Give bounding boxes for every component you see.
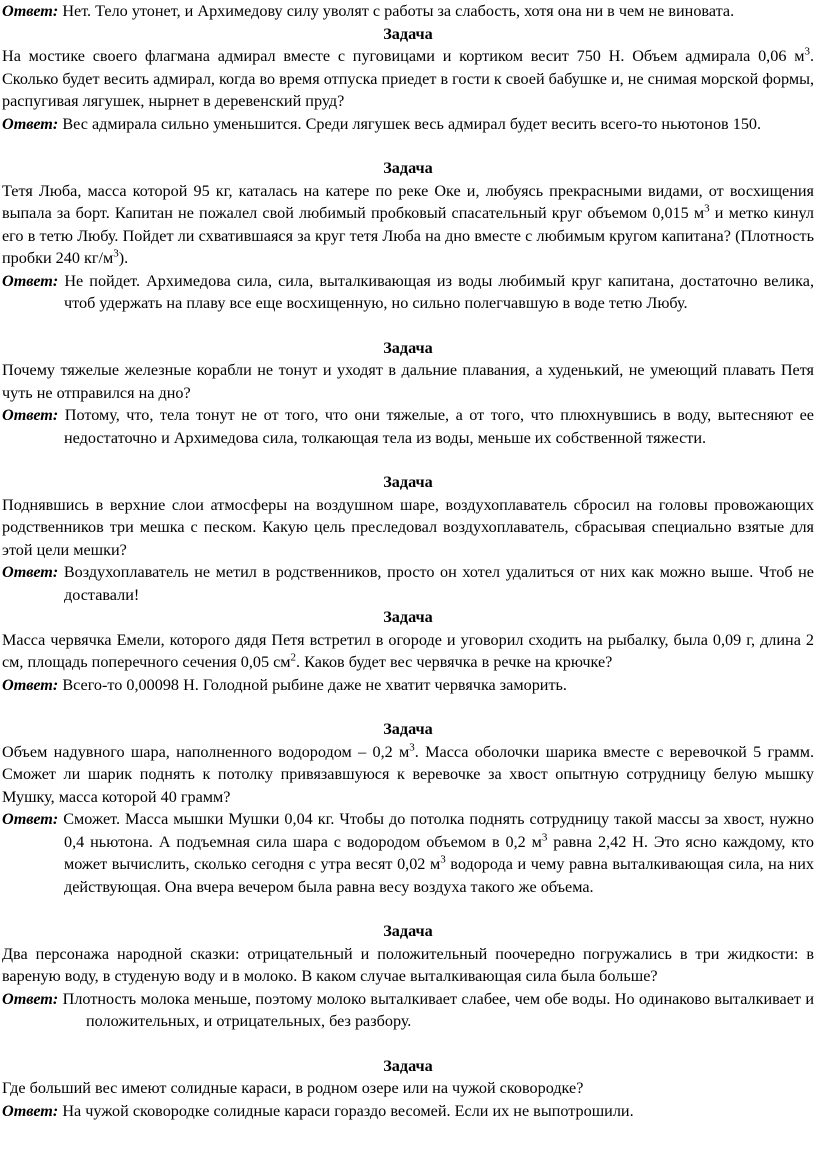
task-question: Тетя Люба, масса которой 95 кг, каталась на катере по реке Оке и, любуясь прекрасными видами, от восхищения выпала за борт. Капитан не пожалел свой любимый пробковый спасательный круг объемом 0,015 $м^3$ и метко кинул его в тетю Любу. Пойдет ли схватившаяся за круг тетя Люба на дно вместе с любимым кругом капитана? (Плотность пробки 240 $кг/м^3$). <box>2 181 815 267</box>
task-question: Масса червячка Емели, которого дядя Петя встретил в огороде и уговорил сходить на рыбалку, была 0,09 г, длина 2 см, площадь поперечного сечения 0,05 $см^2$. Каков будет вес червячка в речке на крючке? <box>2 630 814 671</box>
task-question: Два персонажа народной сказки: отрицательный и положительный поочередно погружались в три жидкости: в вареную воду, в студеную воду и в молоко. В каком случае выталкивающая сила была больше? <box>2 944 814 985</box>
task-heading: Задача <box>383 24 433 43</box>
task-heading: Задача <box>383 1056 433 1075</box>
task-1 <box>2 23 814 136</box>
task-answer: Ответ: Сможет. Масса мышки Мушки 0,04 кг. Чтобы до потолка поднять сотрудницу такой массы за хвост, нужно 0,4 ньютона. А подъемная сила шара с водородом объемом в 0,2 $м^3$ равна 2,42 Н. Это ясно каждому, кто может вычислить, сколько сегодня с утра весят 0,02 $м^3$ водорода и чему равна выталкивающая сила, на них действующая. Она вчера вечером была равна весу воздуха такого же объема. <box>2 810 814 896</box>
task-answer: Ответ: Потому, что, тела тонут не от того, что они тяжелые, а от того, что плюхнувшись в воду, вытесняют ее недостаточно и Архимедова сила, толкающая тела из воды, меньше их собственной тяжести. <box>2 406 814 447</box>
task-heading: Задача <box>383 159 433 177</box>
task-answer: Ответ: На чужой сковородке солидные караси гораздо весомей. Если их не выпотрошили. <box>2 1101 634 1120</box>
task-5 <box>2 606 814 696</box>
task-6 <box>2 718 814 898</box>
task-heading: Задача <box>383 922 433 940</box>
task-question: Где больший вес имеют солидные караси, в родном озере или на чужой сковородке? <box>2 1079 584 1097</box>
answer-text: Нет. Тело утонет, и Архимедову силу уволят с работы за слабость, хотя она ни в чем не виновата. <box>62 2 735 20</box>
task-heading: Задача <box>383 338 433 357</box>
answer-label: Ответ: <box>2 989 59 1008</box>
task-answer: Ответ: Всего-то 0,00098 Н. Голодной рыбине даже не хватит червячка заморить. <box>2 675 567 694</box>
answer-label: Ответ: <box>2 675 59 694</box>
answer-label: Ответ: <box>2 271 59 290</box>
intro-answer <box>2 0 814 23</box>
answer-label: Ответ: <box>2 1101 59 1120</box>
task-heading: Задача <box>383 608 433 626</box>
answer-label: Ответ: <box>2 810 59 828</box>
task-7 <box>2 920 814 1033</box>
task-8 <box>2 1055 814 1123</box>
task-2 <box>2 157 814 315</box>
answer-label: Ответ: <box>2 2 59 20</box>
task-question: Поднявшись в верхние слои атмосферы на воздушном шаре, воздухоплаватель сбросил на головы провожающих родственников три мешка с песком. Какую цель преследовал воздухоплаватель, сбрасывая специально взятые для этой цели мешки? <box>2 495 814 559</box>
answer-label: Ответ: <box>2 406 59 424</box>
task-question: На мостике своего флагмана адмирал вместе с пуговицами и кортиком весит 750 Н. Объем адмирала 0,06 $м^3$. Сколько будет весить адмирал, когда во время отпуска приедет в гости к своей бабушке и, не снимая морской формы, распугивая лягушек, нырнет в деревенский пруд? <box>2 45 814 110</box>
answer-label: Ответ: <box>2 114 59 133</box>
answer-label: Ответ: <box>2 563 59 581</box>
task-answer: Ответ: Не пойдет. Архимедова сила, сила, выталкивающая из воды любимый круг капитана, достаточно велика, чтоб удержать на плаву все еще восхищенную, но сильно полегчавшую в воде тетю Любу. <box>2 271 814 312</box>
task-4 <box>2 471 814 606</box>
task-heading: Задача <box>383 720 433 738</box>
task-question: Объем надувного шара, наполненного водородом – 0,2 $м^3$. Масса оболочки шарика вместе с веревочкой 5 грамм. Сможет ли шарик поднять к потолку привязавшуюся к веревочке за хвост опытную сотрудницу белую мышку Мушку, масса которой 40 грамм? <box>2 741 815 806</box>
task-question: Почему тяжелые железные корабли не тонут и уходят в дальние плавания, а худенький, не умеющий плавать Петя чуть не отправился на дно? <box>2 361 814 402</box>
task-answer: Ответ: Вес адмирала сильно уменьшится. Среди лягушек весь адмирал будет весить всего-то ньютонов 150. <box>2 114 762 133</box>
task-3 <box>2 337 814 450</box>
task-answer: Ответ: Плотность молока меньше, поэтому молоко выталкивает слабее, чем обе воды. Но одинаково выталкивает и положительных, и отрицательных, без разбору. <box>2 989 814 1030</box>
task-answer: Ответ: Воздухоплаватель не метил в родственников, просто он хотел удалиться от них как можно выше. Чтоб не доставали! <box>2 563 814 604</box>
task-heading: Задача <box>383 473 433 491</box>
